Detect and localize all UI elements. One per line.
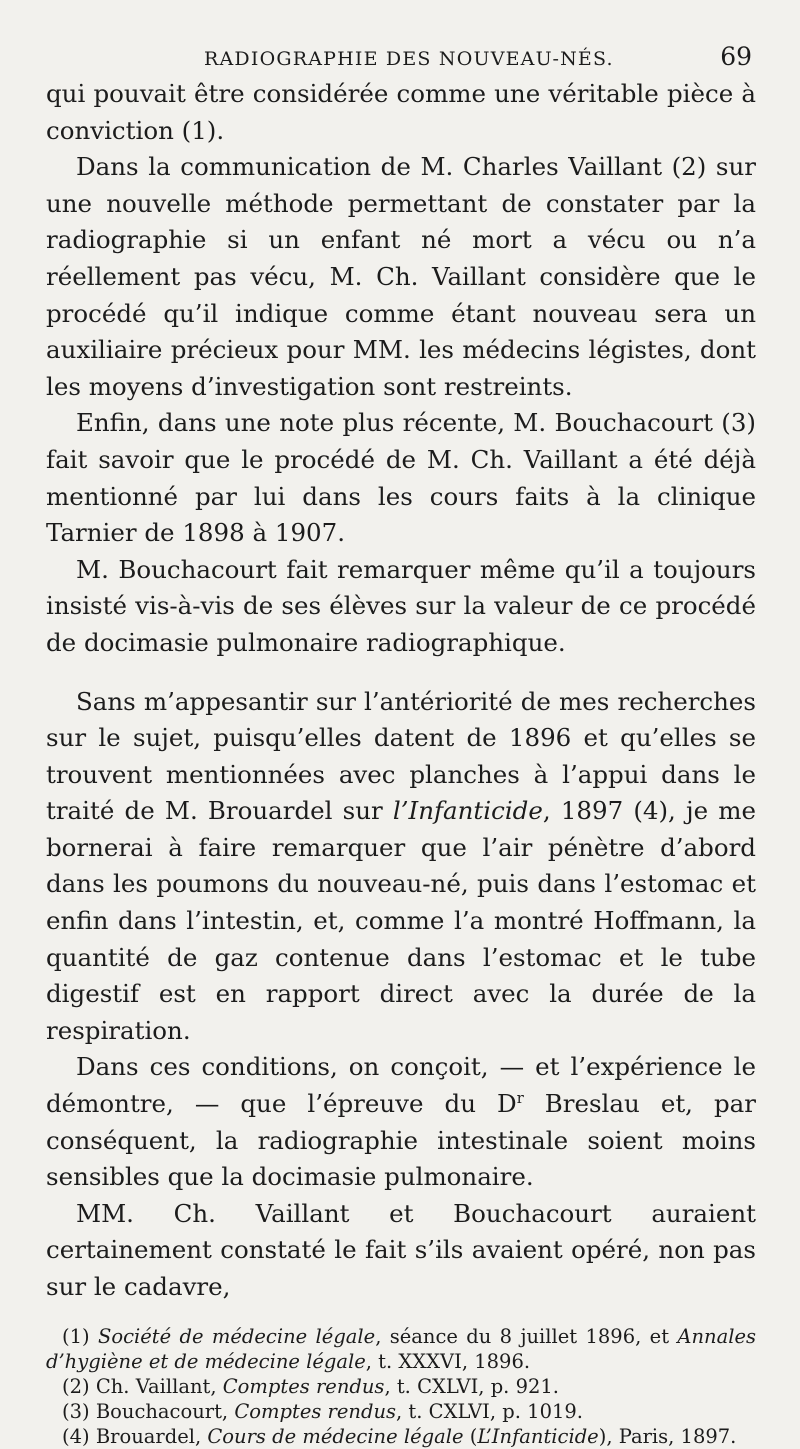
page-header: [46, 36, 756, 86]
footnote-4-text-a: (4) Brouardel,: [62, 1424, 208, 1448]
footnote-1-text-b: , t. XXXVI, 1896.: [365, 1349, 531, 1373]
paragraph-5-text-b: , 1897 (4), je me bornerai à faire remarquer que l’air pénètre d’abord dans les poumons du nouveau-né, puis dans l’estomac et enfin dans l’intestin, et, comme l’a montré Hoffmann, la quantité de gaz contenue dans l’estomac et le tube digestif est en rapport direct avec la durée de la respiration.: [46, 796, 756, 1045]
paragraph-5-text-a: Sans m’appesantir sur l’antériorité de mes recherches sur le sujet, puisqu’elles datent de 1896 et qu’elles se trouvent mentionnées avec planches à l’appui dans le traité de M. Brouardel sur: [46, 686, 756, 826]
footnote-4-text-c: ), Paris, 1897.: [598, 1424, 737, 1448]
footnote-4-text-b: (: [463, 1424, 478, 1448]
paragraph-6-superscript: r: [516, 1089, 524, 1107]
footnote-4-italic-2: L’Infanticide: [477, 1424, 599, 1448]
footnote-3-italic: Comptes rendus: [234, 1399, 397, 1423]
page-number: 69: [720, 42, 752, 71]
body-text: [46, 76, 756, 1306]
paragraph-4: M. Bouchacourt fait remarquer même qu’il a toujours insisté vis-à-vis de ses élèves sur la valeur de ce procédé de docimasie pulmonaire radiographique.: [46, 554, 756, 657]
paragraph-3: Enfin, dans une note plus récente, M. Bouchacourt (3) fait savoir que le procédé de M. Ch. Vaillant a été déjà mentionné par lui dans les cours faits à la clinique Tarnier de 1898 à 1907.: [46, 408, 756, 548]
paragraph-6-text-b: Breslau et, par conséquent, la radiographie intestinale soient moins sensibles que la docimasie pulmonaire.: [46, 1089, 756, 1192]
footnote-1-number: (1): [62, 1324, 98, 1348]
footnote-1-italic-b: Annales d’hygiène et de médecine légale: [46, 1324, 756, 1373]
footnote-3-text-b: , t. CXLVI, p. 1019.: [396, 1399, 583, 1423]
paragraph-1: qui pouvait être considérée comme une véritable pièce à conviction (1).: [46, 79, 756, 145]
paragraph-6: [46, 1049, 756, 1195]
footnote-2: [46, 1374, 756, 1399]
footnote-2-text-a: (2) Ch. Vaillant,: [62, 1374, 223, 1398]
footnotes: [46, 1324, 756, 1449]
footnote-2-italic: Comptes rendus: [222, 1374, 385, 1398]
footnote-3: [46, 1399, 756, 1424]
paragraph-2: Dans la communication de M. Charles Vaillant (2) sur une nouvelle méthode permettant de constater par la radiographie si un enfant né mort a vécu ou n’a réellement pas vécu, M. Ch. Vaillant considère que le procédé qu’il indique comme étant nouveau sera un auxiliaire précieux pour MM. les médecins légistes, dont les moyens d’investigation sont restreints.: [46, 152, 756, 401]
footnote-1: [46, 1324, 756, 1374]
footnote-1-italic-a: Société de médecine légale: [97, 1324, 376, 1348]
footnote-4: [46, 1424, 756, 1449]
paragraph-7: MM. Ch. Vaillant et Bouchacourt auraient certainement constaté le fait s’ils avaient opéré, non pas sur le cadavre,: [46, 1198, 756, 1301]
footnote-4-italic: Cours de médecine légale: [207, 1424, 464, 1448]
running-head: RADIOGRAPHIE DES NOUVEAU-NÉS.: [204, 48, 614, 70]
paragraph-5: [46, 684, 756, 1050]
footnote-1-text-a: , séance du 8 juillet 1896, et: [375, 1324, 678, 1348]
footnote-3-text-a: (3) Bouchacourt,: [62, 1399, 235, 1423]
paragraph-5-italic: l’Infanticide: [392, 796, 543, 826]
paragraph-6-text-a: Dans ces conditions, on conçoit, — et l’expérience le démontre, — que l’épreuve du D: [46, 1052, 756, 1119]
footnote-2-text-b: , t. CXLVI, p. 921.: [384, 1374, 559, 1398]
